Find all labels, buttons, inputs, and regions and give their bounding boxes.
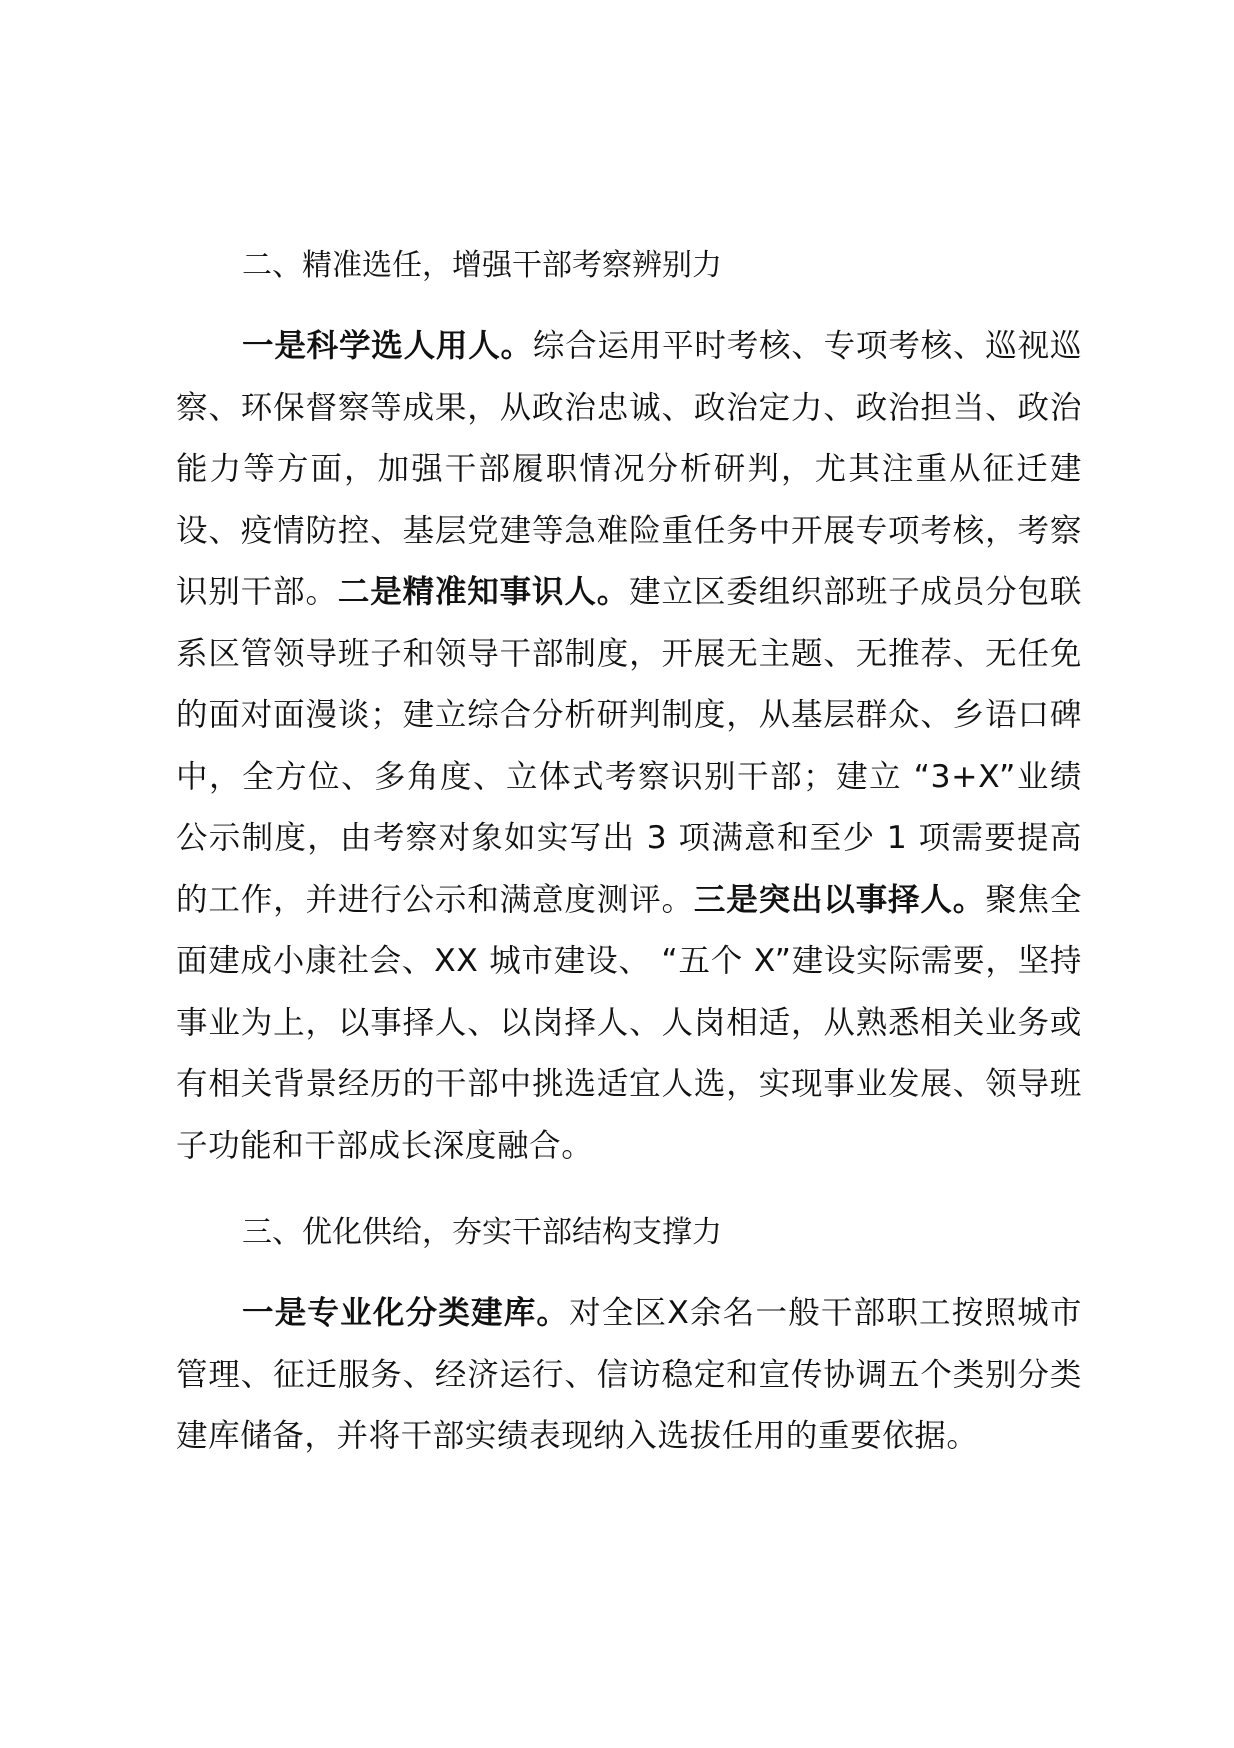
point-text: 综合运用平时考核、专项考核、巡视巡察、环保督察等成果，从政治忠诚、政治定力、政治担当、政治能力等方面，加强干部履职情况分析研判，尤其注重从征迁建设、疫情防控、基层党建等急难险重任务中开展专项考核，考察识别干部。 xyxy=(176,328,1082,610)
point-lead: 二是精准知事识人。 xyxy=(337,574,630,610)
section-3-paragraph xyxy=(176,1283,1082,1468)
point-text: 对全区X余名一般干部职工按照城市管理、征迁服务、经济运行、信访稳定和宣传协调五个类别分类建库储备，并将干部实绩表现纳入选拔任用的重要依据。 xyxy=(176,1295,1082,1454)
point-lead: 一是科学选人用人。 xyxy=(242,328,533,364)
point-lead: 三是突出以事择人。 xyxy=(693,881,986,918)
point-text: 聚焦全面建成小康社会、XX 城市建设、 “五个 X”建设实际需要，坚持事业为上，以事择人、以岗择人、人岗相适，从熟悉相关业务或有相关背景经历的干部中挑选适宜人选，实现事业发展、领导班子功能和干部成长深度融合。 xyxy=(176,881,1082,1164)
section-2-paragraph xyxy=(176,316,1082,1177)
point-text: 建立区委组织部班子成员分包联系区管领导班子和领导干部制度，开展无主题、无推荐、无任免的面对面漫谈；建立综合分析研判制度，从基层群众、乡语口碑中，全方位、多角度、立体式考察识别干部；建立 “3+X”业绩公示制度，由考察对象如实写出 3 项满意和至少 1 项需要提高的工作，并进行公示和满意度测评。 xyxy=(176,574,1082,918)
document-page xyxy=(176,236,1082,1468)
section-3-heading: 三、优化供给，夯实干部结构支撑力 xyxy=(242,1215,722,1250)
point-lead: 一是专业化分类建库。 xyxy=(242,1295,570,1331)
section-2-heading: 二、精准选任，增强干部考察辨别力 xyxy=(242,248,722,283)
